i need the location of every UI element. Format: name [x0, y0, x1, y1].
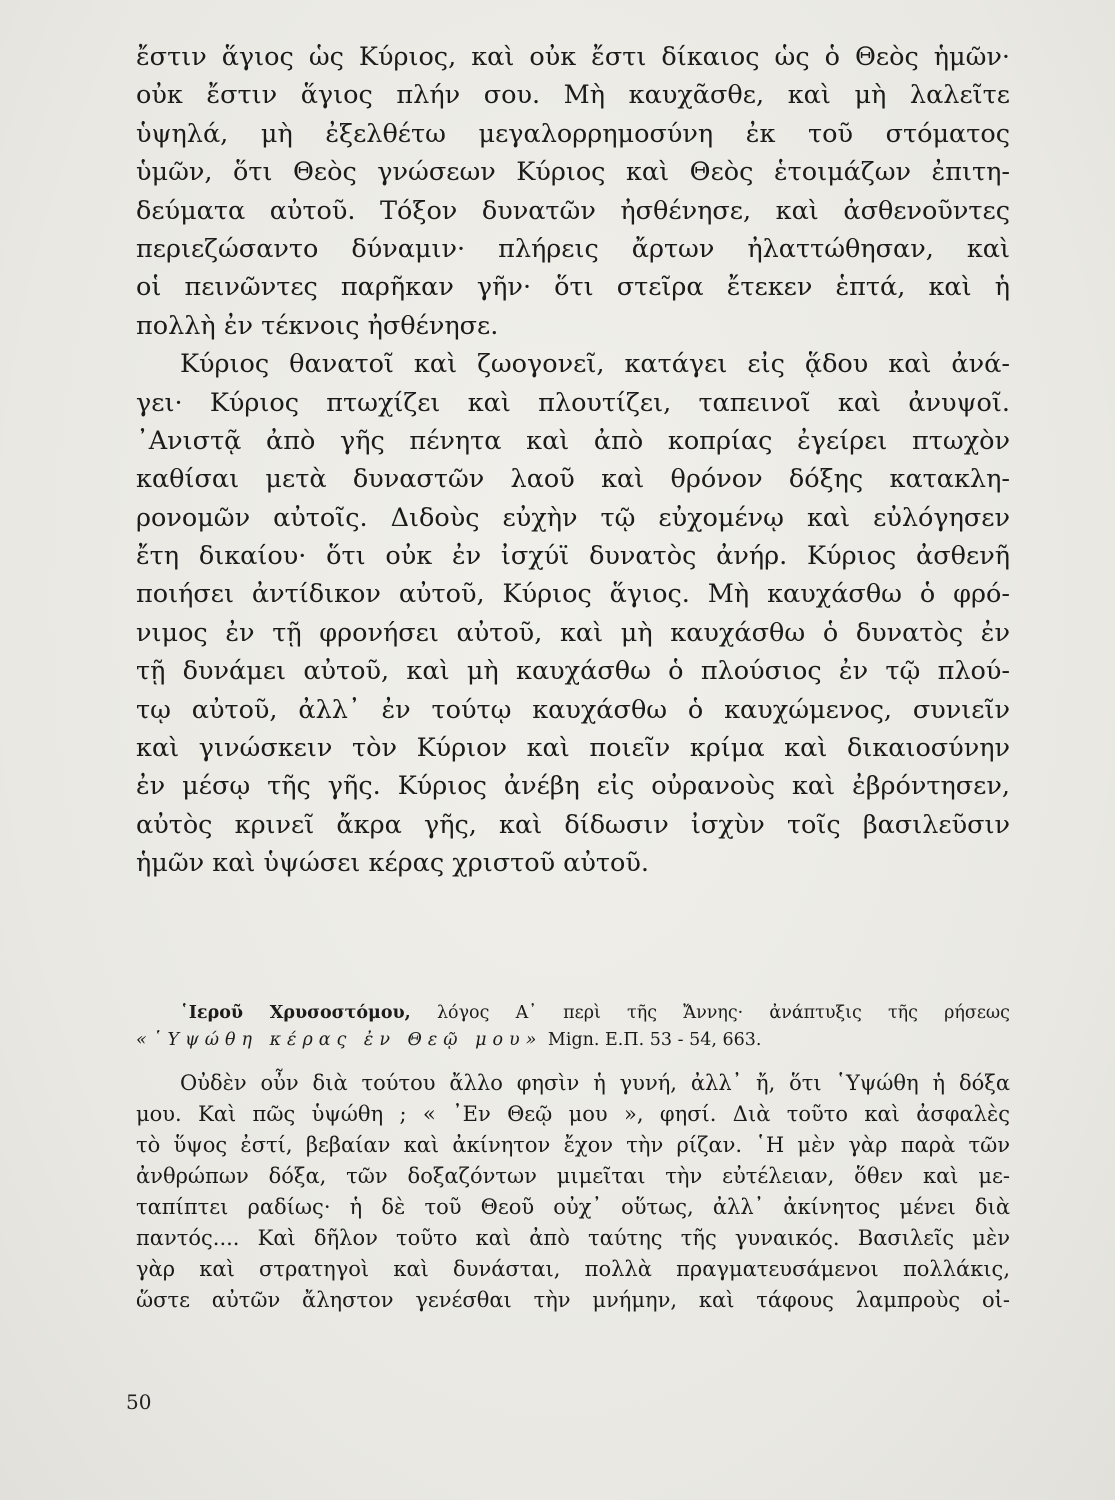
commentary-line: παντός.... Καὶ δῆλον τοῦτο καὶ ἀπὸ ταύτης τῆς γυναικός. Βασιλεῖς μὲν: [136, 1226, 1010, 1250]
commentary-line: ἀνθρώπων δόξα, τῶν δοξαζόντων μιμεῖται τὴν εὐτέλειαν, ὅθεν καὶ με-: [136, 1164, 1010, 1188]
text-line: τῇ δυνάμει αὐτοῦ, καὶ μὴ καυχάσθω ὁ πλούσιος ἐν τῷ πλού-: [136, 656, 1010, 687]
text-line: ἔτη δικαίου· ὅτι οὐκ ἐν ἰσχύϊ δυνατὸς ἀνήρ. Κύριος ἀσθενῆ: [136, 541, 1010, 572]
text-line: ὑψηλά, μὴ ἐξελθέτω μεγαλορρημοσύνη ἐκ τοῦ στόματος: [136, 118, 1010, 149]
page-number: 50: [126, 1390, 152, 1414]
text-line: ἔστιν ἅγιος ὡς Κύριος, καὶ οὐκ ἔστι δίκαιος ὡς ὁ Θεὸς ἡμῶν·: [136, 42, 1010, 72]
commentary-line: μου. Καὶ πῶς ὑψώθη ; « ᾿Εν Θεῷ μου », φησί. Διὰ τοῦτο καὶ ἀσφαλὲς: [136, 1102, 1010, 1126]
text-line: νιμος ἐν τῇ φρονήσει αὐτοῦ, καὶ μὴ καυχάσθω ὁ δυνατὸς ἐν: [136, 617, 1010, 648]
text-line: γει· Κύριος πτωχίζει καὶ πλουτίζει, ταπεινοῖ καὶ ἀνυψοῖ.: [136, 387, 1010, 418]
text-line: ρονομῶν αὐτοῖς. Διδοὺς εὐχὴν τῷ εὐχομένῳ καὶ εὐλόγησεν: [136, 502, 1010, 533]
text-line: αὐτὸς κρινεῖ ἄκρα γῆς, καὶ δίδωσιν ἰσχὺν τοῖς βασιλεῦσιν: [136, 809, 1010, 840]
text-line: οὐκ ἔστιν ἅγιος πλήν σου. Μὴ καυχᾶσθε, καὶ μὴ λαλεῖτε: [136, 80, 1010, 111]
text-line: δεύματα αὐτοῦ. Τόξον δυνατῶν ἠσθένησε, καὶ ἀσθενοῦντες: [136, 195, 1010, 226]
text-line: πολλὴ ἐν τέκνοις ἠσθένησε.: [136, 310, 499, 341]
citation: [136, 1000, 1010, 1054]
citation-quote: «῾Υψώθη κέρας ἐν Θεῷ μου»: [136, 1030, 543, 1050]
text-line: καὶ γινώσκειν τὸν Κύριον καὶ ποιεῖν κρίμα καὶ δικαιοσύνην: [136, 733, 1010, 764]
commentary-line: τὸ ὕψος ἐστί, βεβαίαν καὶ ἀκίνητον ἔχον τὴν ρίζαν. ῾Η μὲν γὰρ παρὰ τῶν: [136, 1133, 1010, 1157]
commentary-line: Οὐδὲν οὖν διὰ τούτου ἄλλο φησὶν ἡ γυνή, ἀλλ᾿ ἤ, ὅτι ῾Υψώθη ἡ δόξα: [180, 1071, 1010, 1095]
text-line: ἐν μέσῳ τῆς γῆς. Κύριος ἀνέβη εἰς οὐρανοὺς καὶ ἐβρόντησεν,: [136, 771, 1010, 802]
text-line: τῳ αὐτοῦ, ἀλλ᾿ ἐν τούτῳ καυχάσθω ὁ καυχώμενος, συνιεῖν: [136, 694, 1010, 725]
citation-line: [136, 1027, 1010, 1054]
text-line: ᾿Ανιστᾷ ἀπὸ γῆς πένητα καὶ ἀπὸ κοπρίας ἐγείρει πτωχὸν: [136, 425, 1010, 456]
commentary-line: γὰρ καὶ στρατηγοὶ καὶ δυνάσται, πολλὰ πραγματευσάμενοι πολλάκις,: [136, 1257, 1010, 1281]
text-line: ἡμῶν καὶ ὑψώσει κέρας χριστοῦ αὐτοῦ.: [136, 848, 649, 879]
commentary-line: ὥστε αὐτῶν ἄληστον γενέσθαι τὴν μνήμην, καὶ τάφους λαμπροὺς οἰ-: [136, 1288, 1010, 1312]
citation-source: Mign. Ε.Π. 53 - 54, 663.: [547, 1030, 762, 1050]
citation-author: ῾Ιεροῦ Χρυσοστόμου,: [180, 1003, 411, 1023]
citation-line: [136, 1000, 1010, 1027]
text-line: οἱ πεινῶντες παρῆκαν γῆν· ὅτι στεῖρα ἔτεκεν ἑπτά, καὶ ἡ: [136, 272, 1010, 303]
citation-title: λόγος Α᾿ περὶ τῆς Ἄννης· ἀνάπτυξις τῆς ρήσεως: [436, 1003, 1010, 1023]
text-line: Κύριος θανατοῖ καὶ ζωογονεῖ, κατάγει εἰς ᾅδου καὶ ἀνά-: [180, 349, 1010, 380]
commentary-line: ταπίπτει ραδίως· ἡ δὲ τοῦ Θεοῦ οὐχ᾿ οὕτως, ἀλλ᾿ ἀκίνητος μένει διὰ: [136, 1195, 1010, 1219]
text-line: καθίσαι μετὰ δυναστῶν λαοῦ καὶ θρόνον δόξης κατακλη-: [136, 464, 1010, 495]
text-line: περιεζώσαντο δύναμιν· πλήρεις ἄρτων ἠλαττώθησαν, καὶ: [136, 233, 1010, 264]
scripture-text: [136, 38, 1010, 883]
commentary-text: [136, 1068, 1010, 1316]
text-line: ὑμῶν, ὅτι Θεὸς γνώσεων Κύριος καὶ Θεὸς ἑτοιμάζων ἐπιτη-: [136, 157, 1010, 188]
text-line: ποιήσει ἀντίδικον αὐτοῦ, Κύριος ἅγιος. Μὴ καυχάσθω ὁ φρό-: [136, 579, 1010, 610]
